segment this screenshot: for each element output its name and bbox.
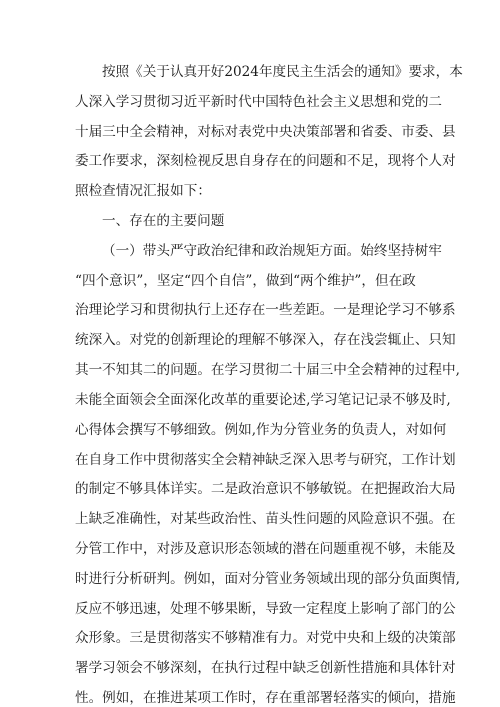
- paragraph-line: 反应不够迅速，处理不够果断，导致一定程度上影响了部门的公: [75, 601, 456, 617]
- paragraph-line: 上缺乏准确性，对某些政治性、苗头性问题的风险意识不强。在: [75, 511, 456, 527]
- paragraph-line: 照检查情况汇报如下：: [75, 183, 211, 199]
- subsection-heading-line: （一）带头严守政治纪律和政治规矩方面。始终坚持树牢: [102, 243, 442, 259]
- paragraph-line: 时进行分析研判。例如，面对分管业务领域出现的部分负面舆情,: [75, 571, 460, 587]
- paragraph-line: 委工作要求，深刻检视反思自身存在的问题和不足，现将个人对: [75, 153, 456, 169]
- paragraph-line: 未能全面领会全面深化改革的重要论述,学习笔记记录不够及时,: [75, 392, 451, 408]
- paragraph-line: 性。例如，在推进某项工作时，存在重部署轻落实的倾向，措施: [75, 690, 456, 706]
- paragraph-line: 治理论学习和贯彻执行上还存在一些差距。一是理论学习不够系: [75, 302, 456, 318]
- paragraph-line: “四个意识”，坚定“四个自信”，做到“两个维护”，但在政: [75, 273, 416, 289]
- paragraph-line: 分管工作中，对涉及意识形态领域的潜在问题重视不够，未能及: [75, 541, 456, 557]
- paragraph-line: 署学习领会不够深刻，在执行过程中缺乏创新性措施和具体针对: [75, 660, 456, 676]
- section-heading: 一、存在的主要问题: [102, 213, 225, 229]
- paragraph-line: 人深入学习贯彻习近平新时代中国特色社会主义思想和党的二: [75, 94, 443, 110]
- paragraph-line: 在自身工作中贯彻落实全会精神缺乏深入思考与研究，工作计划: [75, 452, 456, 468]
- paragraph-line: 按照《关于认真开好2024年度民主生活会的通知》要求，本: [102, 64, 463, 80]
- paragraph-line: 其一不知其二的问题。在学习贯彻二十届三中全会精神的过程中,: [75, 362, 460, 378]
- paragraph-line: 心得体会撰写不够细致。例如,作为分管业务的负责人，对如何: [75, 422, 447, 438]
- paragraph-line: 的制定不够具体详实。二是政治意识不够敏锐。在把握政治大局: [75, 481, 456, 497]
- paragraph-line: 众形象。三是贯彻落实不够精准有力。对党中央和上级的决策部: [75, 630, 456, 646]
- paragraph-line: 统深入。对党的创新理论的理解不够深入，存在浅尝辄止、只知: [75, 332, 456, 348]
- paragraph-line: 十届三中全会精神，对标对表党中央决策部署和省委、市委、县: [75, 124, 456, 140]
